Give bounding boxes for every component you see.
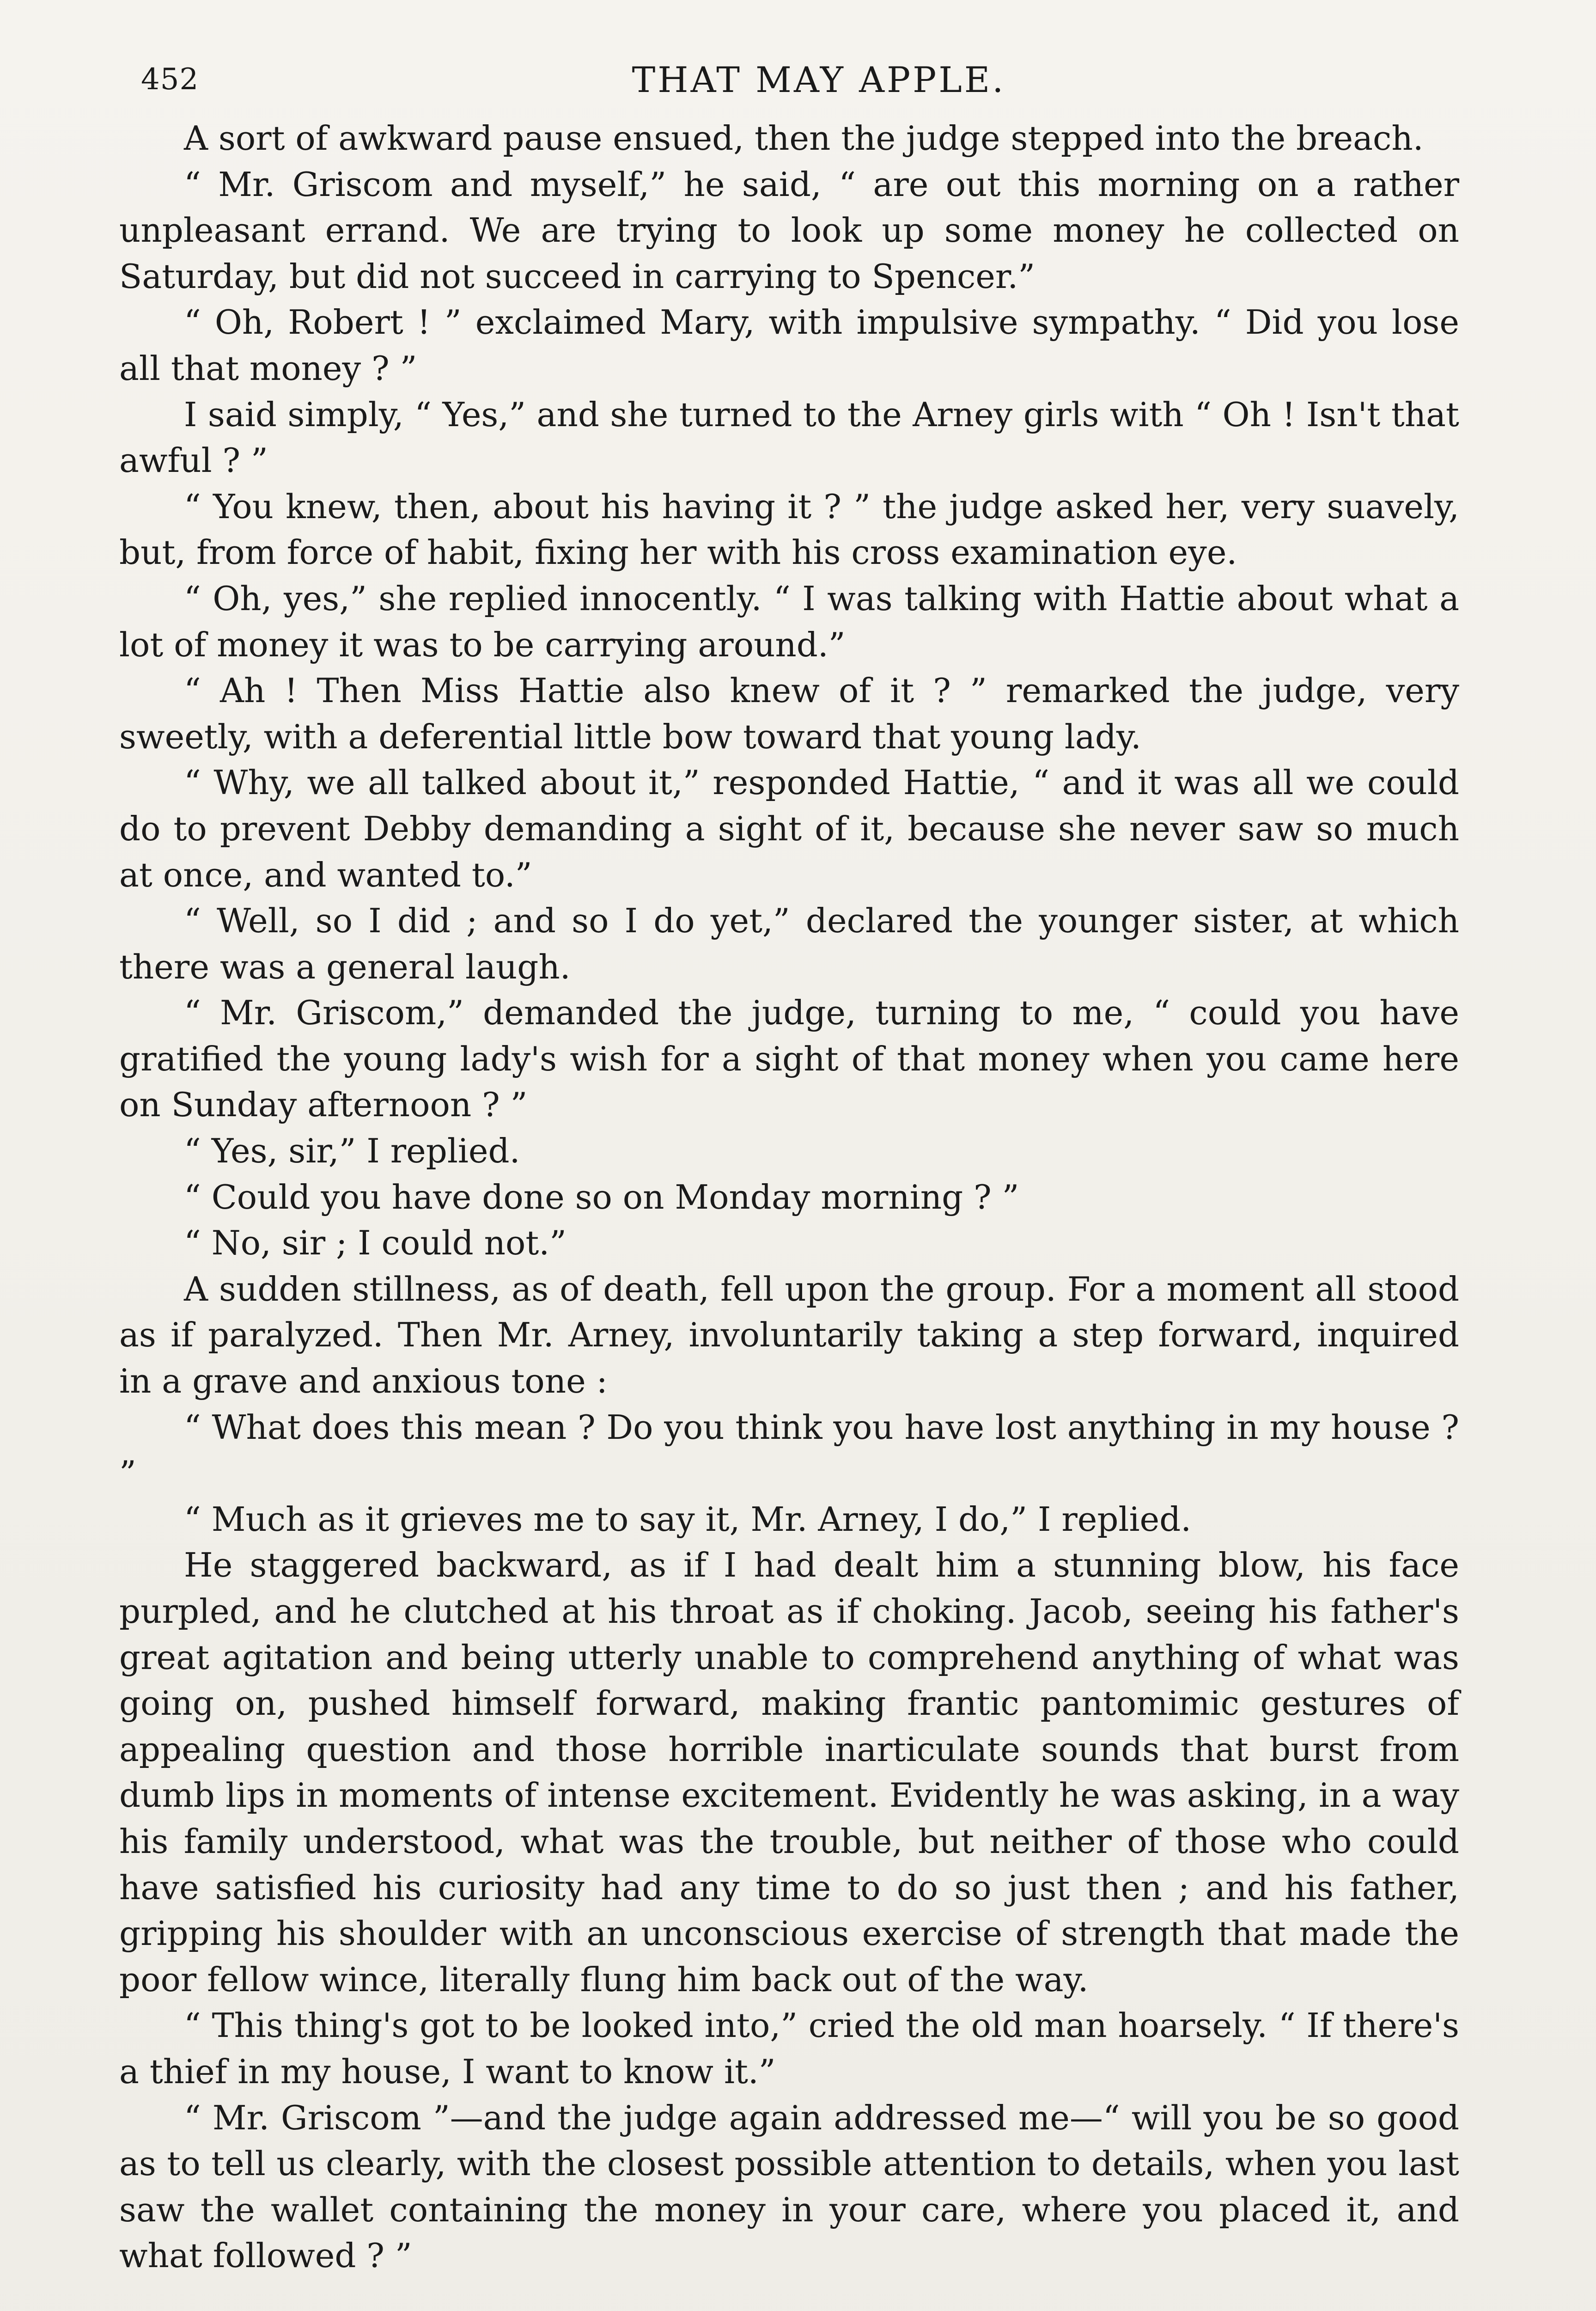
paragraph: “ Oh, yes,” she replied innocently. “ I was talking with Hattie about what a lot of money it was to be carrying around.” bbox=[119, 579, 1459, 664]
paragraph: “ You knew, then, about his having it ? ” the judge asked her, very suavely, but, from force of habit, fixing her with his cross examination eye. bbox=[119, 487, 1459, 572]
paragraph: “ Ah ! Then Miss Hattie also knew of it ? ” remarked the judge, very sweetly, with a deferential little bow toward that young lady. bbox=[119, 671, 1459, 756]
paragraph: “ Yes, sir,” I replied. bbox=[184, 1131, 520, 1171]
paragraph: A sort of awkward pause ensued, then the judge stepped into the breach. bbox=[184, 119, 1424, 158]
paragraph: “ Oh, Robert ! ” exclaimed Mary, with impulsive sympathy. “ Did you lose all that money ? ” bbox=[119, 303, 1459, 388]
paragraph: “ Mr. Griscom ”—and the judge again addressed me—“ will you be so good as to tell us clearly, with the closest possible attention to details, when you last saw the wallet containing the money in your care, where you placed it, and what followed ? ” bbox=[119, 2098, 1459, 2275]
paragraph: “ No, sir ; I could not.” bbox=[184, 1223, 567, 1263]
paragraph: A sudden stillness, as of death, fell upon the group. For a moment all stood as if paralyzed. Then Mr. Arney, involuntarily taking a step forward, inquired in a grave and anxious tone : bbox=[119, 1269, 1459, 1401]
paragraph: “ Why, we all talked about it,” responded Hattie, “ and it was all we could do to prevent Debby demanding a sight of it, because she never saw so much at once, and wanted to.” bbox=[119, 763, 1459, 894]
paragraph: “ Mr. Griscom and myself,” he said, “ are out this morning on a rather unpleasant errand. We are trying to look up some money he collected on Saturday, but did not succeed in carrying to Spencer.” bbox=[119, 165, 1459, 296]
paragraph: He staggered backward, as if I had dealt him a stunning blow, his face purpled, and he clutched at his throat as if choking. Jacob, seeing his father's great agitation and being utterly unable to comprehend anything of what was going on, pushed himself forward, making frantic pantomimic gestures of appealing question and those horrible inarticulate sounds that burst from dumb lips in moments of intense excitement. Evidently he was asking, in a way his family understood, what was the trouble, but neither of those who could have satisfied his curiosity had any time to do so just then ; and his father, gripping his shoulder with an unconscious exercise of strength that made the poor fellow wince, literally flung him back out of the way. bbox=[119, 1546, 1459, 1999]
paragraph: I said simply, “ Yes,” and she turned to the Arney girls with “ Oh ! Isn't that awful ? ” bbox=[119, 395, 1459, 480]
page-number: 452 bbox=[141, 62, 199, 97]
paragraph: “ Much as it grieves me to say it, Mr. Arney, I do,” I replied. bbox=[184, 1499, 1192, 1539]
running-title: THAT MAY APPLE. bbox=[632, 59, 1006, 100]
paragraph: “ This thing's got to be looked into,” cried the old man hoarsely. “ If there's a thief in my house, I want to know it.” bbox=[119, 2006, 1459, 2091]
paragraph: “ What does this mean ? Do you think you have lost anything in my house ? ” bbox=[119, 1407, 1459, 1493]
paragraph: “ Well, so I did ; and so I do yet,” declared the younger sister, at which there was a general laugh. bbox=[119, 901, 1459, 986]
body-text bbox=[119, 116, 1459, 2279]
paragraph: “ Mr. Griscom,” demanded the judge, turning to me, “ could you have gratified the young lady's wish for a sight of that money when you came here on Sunday afternoon ? ” bbox=[119, 993, 1459, 1125]
paragraph: “ Could you have done so on Monday morning ? ” bbox=[184, 1177, 1019, 1217]
